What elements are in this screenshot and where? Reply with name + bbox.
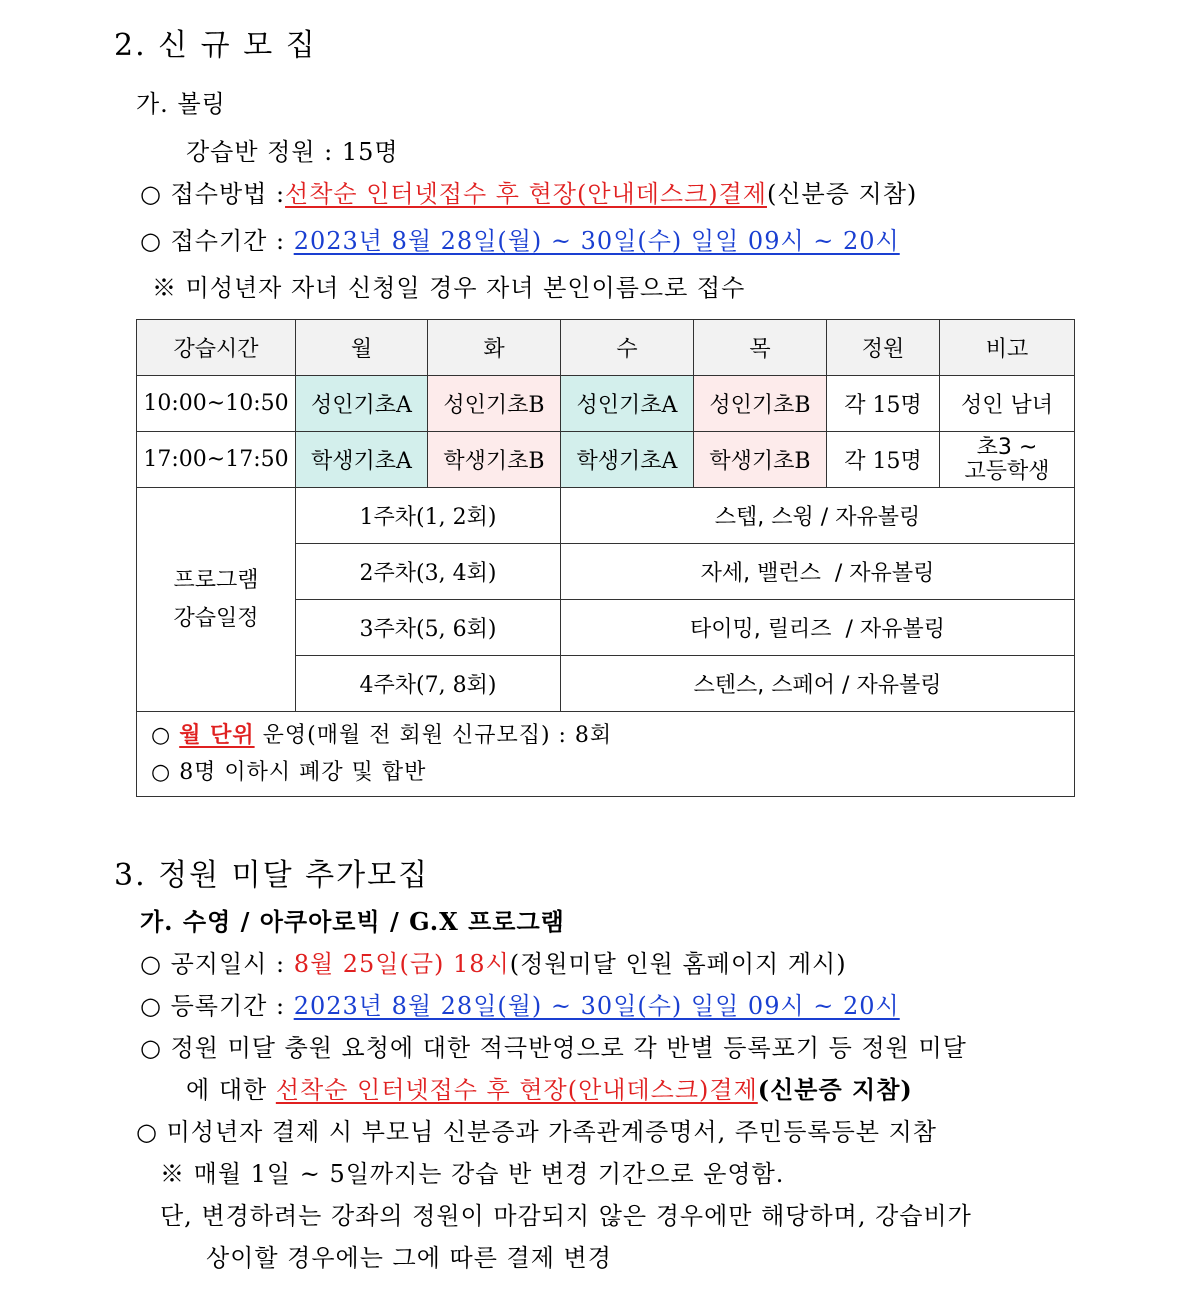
note-rest: 운영(매월 전 회원 신규모집) : 8회 xyxy=(254,723,613,748)
notice-label: 공지일시 : xyxy=(170,950,286,978)
register-label: 등록기간 : xyxy=(170,992,286,1020)
class-cell: 학생기초A xyxy=(296,432,428,488)
table-row xyxy=(137,376,1075,432)
class-capacity: 강습반 정원 : 15명 xyxy=(186,138,399,166)
note-closure: ○ 8명 이하시 폐강 및 합반 xyxy=(151,760,427,785)
reflect-line-1: ○ 정원 미달 충원 요청에 대한 적극반영으로 각 반별 등록포기 등 정원 미달 xyxy=(140,1034,967,1062)
class-cell: 학생기초B xyxy=(694,432,827,488)
program-week-cell: 1주차(1, 2회) xyxy=(296,488,561,544)
bullet: ○ xyxy=(140,180,162,208)
reflect-suffix: (신분증 지참) xyxy=(757,1075,913,1104)
register-line xyxy=(140,986,900,1021)
bullet: ○ xyxy=(140,992,162,1020)
class-cell: 성인기초B xyxy=(694,376,827,432)
program-row xyxy=(137,488,1075,544)
program-week-cell: 2주차(3, 4회) xyxy=(296,544,561,600)
time-cell: 10:00~10:50 xyxy=(137,376,296,432)
section2-subtitle: 가. 볼링 xyxy=(136,90,226,118)
bullet: ○ xyxy=(140,950,162,978)
capacity-cell: 각 15명 xyxy=(827,376,940,432)
notice-line xyxy=(140,944,847,979)
notice-highlight: 8월 25일(금) 18시 xyxy=(293,950,510,978)
note-highlight: 월 단위 xyxy=(179,722,255,748)
program-content-cell: 스텝, 스윙 / 자유볼링 xyxy=(561,488,1075,544)
change-detail-1: 단, 변경하려는 강좌의 정원이 마감되지 않은 경우에만 해당하며, 강습비가 xyxy=(160,1202,972,1230)
program-content-cell: 스텐스, 스페어 / 자유볼링 xyxy=(561,656,1075,712)
capacity-cell: 각 15명 xyxy=(827,432,940,488)
header-cell: 목 xyxy=(694,320,827,376)
schedule-table xyxy=(136,319,1075,797)
time-cell: 17:00~17:50 xyxy=(137,432,296,488)
reflect-prefix: 에 대한 xyxy=(186,1076,268,1104)
program-label-cell: 프로그램 강습일정 xyxy=(137,488,296,712)
register-value: 2023년 8월 28일(월) ~ 30일(수) 일일 09시 ~ 20시 xyxy=(293,992,900,1020)
header-cell: 월 xyxy=(296,320,428,376)
header-cell: 비고 xyxy=(940,320,1075,376)
program-content-cell: 타이밍, 릴리즈 / 자유볼링 xyxy=(561,600,1075,656)
class-cell: 성인기초B xyxy=(428,376,561,432)
minor-payment-note: ○ 미성년자 결제 시 부모님 신분증과 가족관계증명서, 주민등록등본 지참 xyxy=(136,1118,937,1146)
bullet: ○ xyxy=(151,723,172,748)
section2-title: 2. 신 규 모 집 xyxy=(114,28,317,63)
notes-row xyxy=(137,712,1075,797)
notes-cell xyxy=(137,712,1075,797)
bullet: ○ xyxy=(140,227,162,255)
section3-subtitle: 가. 수영 / 아쿠아로빅 / G.X 프로그램 xyxy=(140,907,565,936)
method-highlight: 선착순 인터넷접수 후 현장(안내데스크)결제 xyxy=(285,180,767,208)
table-header-row xyxy=(137,320,1075,376)
change-detail-2: 상이할 경우에는 그에 따른 결제 변경 xyxy=(206,1244,612,1272)
minor-note: ※ 미성년자 자녀 신청일 경우 자녀 본인이름으로 접수 xyxy=(152,274,746,302)
class-cell: 성인기초A xyxy=(296,376,428,432)
table-row xyxy=(137,432,1075,488)
reflect-line-2 xyxy=(186,1070,913,1105)
section3-title: 3. 정원 미달 추가모집 xyxy=(114,858,430,893)
program-week-cell: 4주차(7, 8회) xyxy=(296,656,561,712)
header-cell: 강습시간 xyxy=(137,320,296,376)
header-cell: 수 xyxy=(561,320,694,376)
period-line xyxy=(140,221,900,256)
note-monthly xyxy=(151,716,1074,754)
program-week-cell: 3주차(5, 6회) xyxy=(296,600,561,656)
program-content-cell: 자세, 밸런스 / 자유볼링 xyxy=(561,544,1075,600)
class-cell: 학생기초A xyxy=(561,432,694,488)
period-value: 2023년 8월 28일(월) ~ 30일(수) 일일 09시 ~ 20시 xyxy=(293,227,900,255)
notice-suffix: (정원미달 인원 홈페이지 게시) xyxy=(509,950,847,978)
change-note: ※ 매월 1일 ~ 5일까지는 강습 반 변경 기간으로 운영함. xyxy=(160,1160,785,1188)
class-cell: 성인기초A xyxy=(561,376,694,432)
method-label: 접수방법 : xyxy=(170,180,286,208)
period-label: 접수기간 : xyxy=(170,227,286,255)
method-line xyxy=(140,174,917,209)
header-cell: 화 xyxy=(428,320,561,376)
class-cell: 학생기초B xyxy=(428,432,561,488)
reflect-highlight: 선착순 인터넷접수 후 현장(안내데스크)결제 xyxy=(275,1076,758,1104)
remark-cell: 초3 ~ 고등학생 xyxy=(940,432,1075,488)
header-cell: 정원 xyxy=(827,320,940,376)
method-suffix: (신분증 지참) xyxy=(766,180,918,208)
remark-cell: 성인 남녀 xyxy=(940,376,1075,432)
